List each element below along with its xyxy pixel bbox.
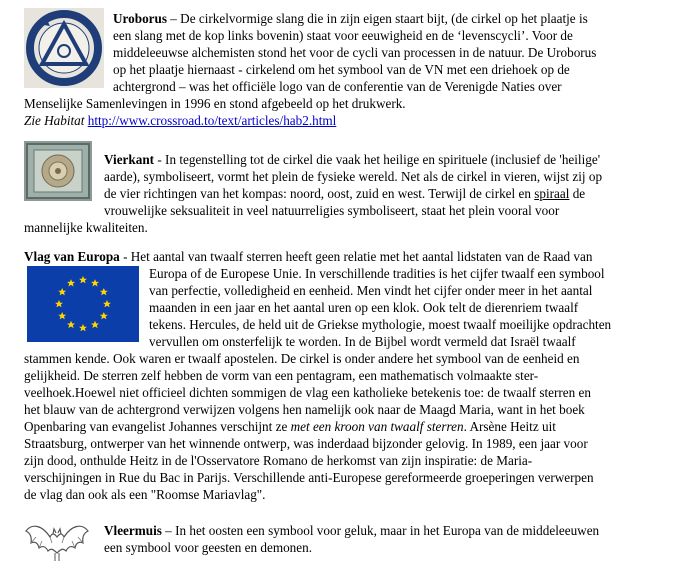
habitat-link[interactable]: http://www.crossroad.to/text/articles/hab2.html [87,113,337,128]
vlag-title: Vlag van Europa [24,249,120,264]
vlag-text-line: het blauw van de achtergrond verwijzen volgens hen namelijk ook naar de Maagd Maria, want in het boek [24,402,585,417]
uroborus-image [24,8,104,88]
eu-stars-icon [27,266,139,342]
vlag-text-line: maanden in een jaar en het aantal uren op een klok. Ook telt de dierenriem twaalf [149,300,579,315]
vierkant-text-line: vrouwelijke seksualiteit in veel natuurreligies symboliseert, staat het plein vooral voor [104,203,560,218]
uroborus-text-line: middeleeuwse alchemisten stond het voor de cycli van processen in de natuur. De Uroborus [113,45,597,60]
vierkant-image [24,141,92,201]
uroborus-reference: Zie Habitat http://www.crossroad.to/text/articles/hab2.html [24,113,337,128]
uroborus-text-line: een slang met de kop links bovenin) staat voor eeuwigheid en de ‘levenscycli’. Voor de [113,28,573,43]
uroborus-emblem-icon [24,8,104,88]
square-mandala-icon [24,141,92,201]
vierkant-text-line: de vier richtingen van het kompas: noord, oost, zuid en west. Terwijl de cirkel en spiraal de [104,186,586,201]
kroon-quote: met een kroon van twaalf sterren [290,419,464,434]
vlag-text-line: Openbaring van evangelist Johannes verschijnt ze met een kroon van twaalf sterren. Arsène Heitz uit [24,419,556,434]
vierkant-text-line: mannelijke kwaliteiten. [24,220,148,235]
eu-flag-image [27,266,139,342]
spiraal-underlined: spiraal [534,186,570,201]
vlag-text-line: stammen kende. Ook waren er twaalf apostelen. De cirkel is onder andere het symbool van de eenheid en [24,351,580,366]
vlag-text-line: veelhoek.Hoewel niet officieel dichten sommigen de vlag een katholieke betekenis toe: de twaalf sterren en [24,385,591,400]
uroborus-text-line: Uroborus – De cirkelvormige slang die in zijn eigen staart bijt, (de cirkel op het plaatje is [113,11,588,26]
vlag-text-line: Europa of de Europese Unie. In verschillende tradities is het cijfer twaalf een symbool [149,266,605,281]
vleermuis-text-line: een symbool voor geesten en demonen. [104,540,313,555]
vlag-text-line: gelijkheid. De sterren zelf hebben de vorm van een pentagram, een mathematisch volmaakte ster- [24,368,539,383]
vlag-text-line: vervullen om onsterfelijk te worden. In de Bijbel wordt vermeld dat Israël twaalf [149,334,576,349]
vlag-text-line: van perfectie, volledigheid en eenheid. Men vindt het cijfer onder meer in het aantal [149,283,593,298]
uroborus-text-line: Menselijke Samenlevingen in 1996 en stond afgebeeld op het drukwerk. [24,96,406,111]
uroborus-text-line: op het plaatje hiernaast - cirkelend om het symbool van de VN met een driehoek op de [113,62,570,77]
uroborus-title: Uroborus [113,11,167,26]
vlag-text-line: verschijningen in Rue du Bac in Parijs. Verschillende anti-Europese gereformeerde groeperingen verwerpen [24,470,594,485]
vlag-text-line: Vlag van Europa - Het aantal van twaalf sterren heeft geen relatie met het aantal lidstaten van de Raad van [24,249,593,264]
uroborus-text-line: achtergrond – was het officiële logo van de conferentie van de Verenigde Naties over [113,79,562,94]
vierkant-title: Vierkant [104,152,155,167]
vlag-text-line: de vlag dan ook als een "Roomse Mariavlag". [24,487,266,502]
bat-icon [22,515,92,575]
vleermuis-title: Vleermuis [104,523,162,538]
vierkant-text-line: aarde), symboliseert, vormt het plein de fysieke wereld. Net als de cirkel in vieren, wijst zij op [104,169,603,184]
vlag-text-line: zijn dood, onthulde Heitz in de l'Osservatore Romano de herkomst van zijn inspiratie: de Maria- [24,453,533,468]
vierkant-text-line: Vierkant - In tegenstelling tot de cirkel die vaak het heilige en spirituele (inclusief de 'heilige' [104,152,601,167]
vleermuis-text-line: Vleermuis – In het oosten een symbool voor geluk, maar in het Europa van de middeleeuwen [104,523,600,538]
vlag-text-line: Straatsburg, ontwerper van het winnende ontwerp, was inderdaad bijzonder gelovig. In 1989, een jaar voor [24,436,588,451]
bat-image [22,515,92,575]
vlag-text-line: tekens. Hercules, de held uit de Griekse mythologie, moest twaalf moeilijke opdrachten [149,317,612,332]
